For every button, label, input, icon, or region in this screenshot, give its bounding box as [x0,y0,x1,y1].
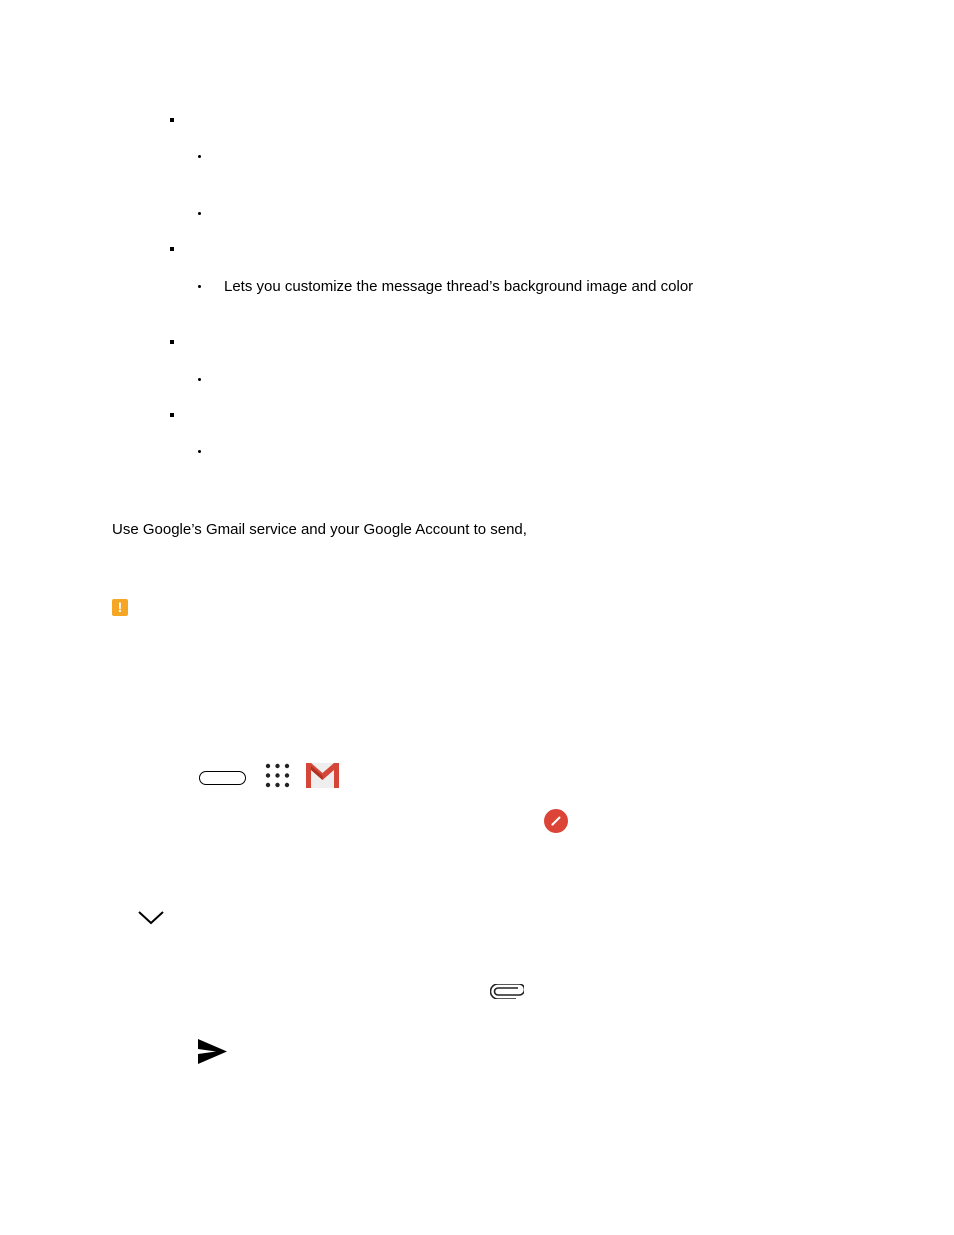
wallpaper-description: Lets you customize the message thread’s background image and color [224,278,694,295]
chevron-down-icon [137,910,165,926]
gmail-intro-text: Use Google’s Gmail service and your Google Account to send, [112,521,527,538]
gmail-icon [306,763,339,788]
list-bullet-2 [170,247,174,251]
sub-bullet-3 [198,285,201,288]
send-icon [198,1039,227,1064]
sub-bullet-2 [198,212,201,215]
list-bullet-4 [170,413,174,417]
sub-bullet-4 [198,378,201,381]
apps-icon [264,762,291,789]
sub-bullet-5 [198,450,201,453]
warning-icon: ! [112,599,128,616]
list-bullet-3 [170,340,174,344]
sub-bullet-1 [198,155,201,158]
list-bullet-1 [170,118,174,122]
compose-icon [544,809,568,833]
home-key-icon [199,771,246,785]
paperclip-icon [490,984,524,999]
